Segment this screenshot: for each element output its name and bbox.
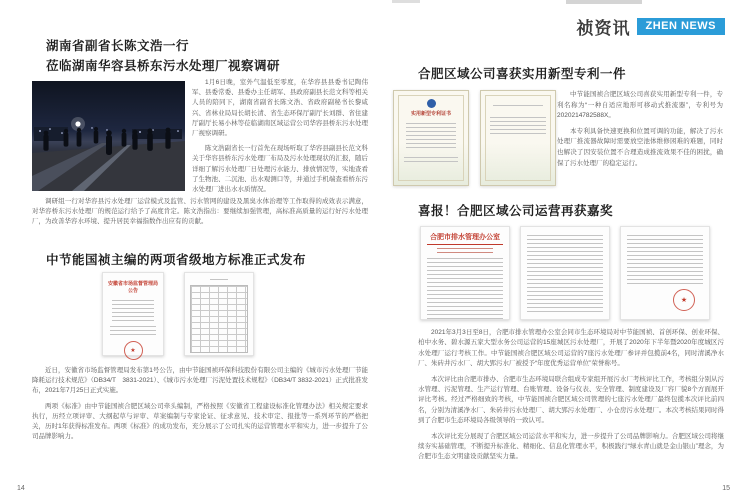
body-paragraph: 本专利具备快速更换和位置可调的功能，解决了污水处理厂推流器故障时需要放空池体维修困难的难题，同时也解决了因安装位置不合理造成推流效果不佳的困扰，确保了污水处理厂的稳定运行。 [557, 127, 723, 167]
photo-graphic [32, 81, 185, 191]
announcement-doc-title: 安徽省市场监督管理局公告 [108, 282, 159, 294]
red-seal-icon: ★ [673, 289, 695, 311]
body-paragraph: 陈文浩副省长一行首先在现场听取了华容县副县长范文科关于华容县桥东污水处理厂布局及污水处理现状的汇报，随后详细了解污水处理厂日处理污水能力、排放情况等，实地查看了生物池、二沉池、出水观测口等，并通过手机端查看桥东污水处理厂进出水水质情况。 [192, 145, 368, 194]
award-doc-row [420, 226, 710, 320]
article-title-hunan [46, 36, 280, 76]
article-title-line2: 莅临湖南华容县桥东污水处理厂视察调研 [46, 59, 281, 73]
scan-artifact [392, 0, 420, 3]
page-number-right: 15 [722, 485, 730, 492]
body-paragraph: 本次评比充分展现了合肥区域公司运营水平和实力，进一步提升了公司品牌影响力。合肥区域公司将继续夯实基础管理，不断提升标准化、精细化、信息化管理水平，积极践行“绿水青山就是金山银山”理念，为合肥市生态文明建设贡献坚实力量。 [418, 432, 724, 461]
body-paragraph: 调研组一行对华容县污水处理厂运营模式及监管、污水管网的建设及黑臭水体治理等工作取得的成效表示满意，对华容桥东污水处理厂的规范运行给予了高度肯定。陈文浩指出：要继续加强管理，高标准高质量的运行好污水处理厂，为改善华容水环境、提升居民幸福指数作出应有的贡献。 [32, 198, 368, 226]
night-inspection-photo [32, 81, 185, 191]
doc-text-lines [110, 326, 156, 335]
masthead [577, 14, 726, 39]
article-title-patent: 合肥区域公司喜获实用新型专利一件 [418, 67, 627, 81]
standards-table-doc-thumbnail [184, 272, 254, 356]
award-letter-page3 [620, 226, 710, 320]
news-badge: ZHEN NEWS [637, 18, 726, 35]
article-body-patent [557, 90, 723, 174]
red-seal-icon: ★ [124, 341, 143, 360]
article-body-hunan-full [32, 197, 368, 233]
page-number-left: 14 [17, 485, 25, 492]
body-paragraph: 中节能国祯合肥区域公司喜获实用新型专利一件，专利名称为“一种自适应地形可移动式推流器”，专利号为2020214782588X。 [557, 91, 723, 120]
certificate-frame [398, 95, 464, 181]
announcement-doc-thumbnail [102, 272, 164, 356]
award-letter-page1 [420, 226, 510, 320]
doc-red-subtitle-lines [437, 248, 493, 253]
masthead-title: 祯资讯 [576, 19, 631, 39]
body-paragraph: 两项《标准》由中节能国祯合肥区域公司牵头编制，严格按照《安徽省工程建设标准化管理办法》相关规定要求执行，历经立项评审、大纲起草与评审、草案编制与专家论证、征求意见、技术审定、报批等一系列环节的严格把关，历时1年获得标准发布。两项《标准》的成功发布，充分展示了公司扎实的运营管理水平和实力，进一步提升了公司品牌影响力。 [32, 402, 368, 441]
article-title-award: 喜报！合肥区域公司运营再获嘉奖 [418, 204, 614, 218]
doc-text-lines [210, 279, 228, 282]
body-paragraph: 2021年3月3日至8日，合肥市排水管理办公室会同市生态环境局对中节能国祯、首创环保、创业环保、柏中水务、碧水源五家大型水务公司运营的15座城区污水处理厂，开展了2020年下半年暨2020年度城区污水处理厂运行考核工作。中节能国祯合肥区域公司运营的7座污水处理厂参评并包揽前4名，同时清溪净水厂、朱砖井污水厂、胡大郢污水厂被授予“年度优秀运营单位”荣誉称号。 [418, 329, 724, 368]
doc-text-lines [627, 235, 703, 287]
patent-cert-row [393, 90, 556, 186]
body-paragraph: 1月6日晚，室外气温低至零度，在华容县县委书记陶伟军、县委常委、县委办主任胡军、县政府副县长范文科等相关人员的陪同下，湖南省副省长陈文浩、省政府副秘书长黎咸兴、省林业局局长胡长清、省生态环保厅副厅长刘群、省住建厅副厅长易小林等莅临湖南区域运营公司华容县桥东污水处理厂视察调研。 [192, 79, 368, 138]
award-letter-header: 合肥市排水管理办公室 [427, 232, 503, 245]
doc-text-lines [112, 300, 154, 322]
article-title-standards: 中节能国祯主编的两项省级地方标准正式发布 [46, 253, 307, 267]
standards-doc-row [102, 272, 254, 356]
scan-artifact [566, 0, 642, 4]
certificate-title: 实用新型专利证书 [410, 111, 451, 117]
article-body-hunan-col [192, 78, 368, 200]
patent-certificate-1 [393, 90, 469, 186]
article-body-standards [32, 366, 368, 447]
article-title-line1: 湖南省副省长陈文浩一行 [46, 39, 190, 53]
patent-certificate-2 [480, 90, 556, 186]
doc-text-lines [527, 235, 603, 313]
award-letter-page2 [520, 226, 610, 320]
certificate-frame [485, 95, 551, 181]
body-paragraph: 近日，安徽省市场监督管理局发布第1号公告，由中节能国祯环保科技股份有限公司主编的《城市污水处理厂节能降耗运行技术规范》（DB34/T 3831-2021）、《城市污水处理厂污泥处置技术规程》（DB34/T 3832-2021）正式批准发布，2021年7月25日正式实施。 [32, 367, 368, 395]
article-body-award [418, 328, 724, 468]
doc-text-lines [427, 258, 503, 322]
body-paragraph: 本次评比由合肥市排办、合肥市生态环境局联合组成专家组开展污水厂考核评比工作，考核组分别从污水管理、污泥管理、生产运行管理、台账管理、设备与仪表、安全管理、制度建设及厂容厂貌8个方面展开评比考核。经过严格细致的考核，中节能国祯合肥区域公司管理的七座污水处理厂最终包揽本次评比前四名，分别为清溪净水厂、朱砖井污水处理厂、胡大郢污水处理厂、小仓房污水处理厂。本次考核结果同时得到了合肥市生态环境局各级领导的一致认可。 [418, 375, 724, 425]
doc-table-grid [190, 285, 248, 353]
